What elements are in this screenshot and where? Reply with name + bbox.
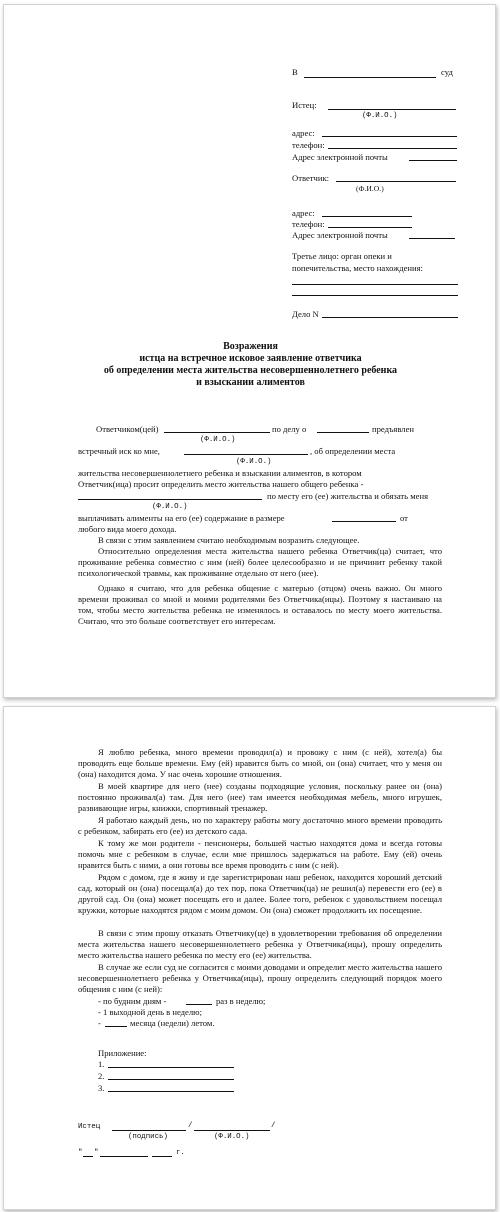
defendant-email-line [409, 238, 455, 239]
defendant-name-line [336, 181, 456, 182]
attachments-label: Приложение: [98, 1048, 147, 1058]
defendant-address-label: адрес: [292, 208, 315, 218]
defendant-phone-line [328, 227, 412, 228]
body-l6b: от [400, 513, 408, 523]
court-prefix: В [292, 67, 298, 77]
plaintiff-address-label: адрес: [292, 128, 315, 138]
body-l5: по месту его (ее) жительства и обязать меня [267, 491, 429, 501]
body-l1a: Ответчиком(цей) [96, 424, 159, 434]
body-paragraph-8: Рядом с домом, где я живу и где зарегистрирован наш ребенок, находится хороший детский сад, который он (она) посещал(а) до тех пор, пока Ответчик(ца) не решил(а) перевести его (ее) в другой сад. Он (она) может посещать его и далее. Более того, ребенок с удовольствием посещал кружки, которые находятся рядом с моим домом. Он (она) сможет продолжить их посещение. [78, 872, 442, 915]
visit-summer-line [105, 1026, 127, 1027]
plaintiff-email-line [409, 160, 457, 161]
defendant-address-line [322, 216, 412, 217]
body-hint3: (Ф.И.О.) [152, 503, 188, 511]
plaintiff-fio-hint: (Ф.И.О.) [362, 112, 398, 120]
body-paragraph-4: Я люблю ребенка, много времени проводил(а) и провожу с ним (с ней), хотел(а) бы проводить еще больше времени. Ему (ей) нравится быть со мной, он (она) считает, что у меня он (она) находится дома. У нас очень хорошие отношения. [78, 747, 442, 779]
body-paragraph-1: В связи с этим заявлением считаю необходимым возразить следующее. [98, 535, 360, 545]
third-party-line2: попечительства, место нахождения: [292, 263, 423, 273]
body-paragraph-2: Относительно определения места жительства нашего ребенка Ответчик(ца) считает, что проживание ребенка совместно с ним (ней) более целесообразно и не причинит ребенку такой психологической травмы, как проживание отдельно от него (нее). [78, 546, 442, 578]
plaintiff-phone-line [328, 148, 457, 149]
plaintiff-fio-line [184, 454, 308, 455]
case-subject-line [317, 432, 369, 433]
child-fio-line [78, 499, 262, 500]
body-l2a: встречный иск ко мне, [78, 446, 160, 456]
body-paragraph-10: В случае же если суд не согласится с моими доводами и определит место жительства нашего несовершеннолетнего ребенка у Ответчика(ицы), прошу определить следующий порядок моего общения с ним (с ней): [78, 962, 442, 994]
document-page-1 [3, 4, 496, 698]
visit-summer-suffix: месяца (недели) летом. [130, 1018, 215, 1028]
visit-weekdays-label: - по будним дням - [98, 996, 167, 1006]
case-number-line [322, 317, 458, 318]
defendant-phone-label: телефон: [292, 219, 325, 229]
body-l1c: предъявлен [372, 424, 415, 434]
signature-hint-fio: (Ф.И.О.) [214, 1133, 250, 1141]
plaintiff-address-line [322, 136, 457, 137]
body-l2b: , об определении места [310, 446, 396, 456]
body-l3: жительства несовершеннолетнего ребенка и взыскании алиментов, в котором [78, 468, 362, 478]
document-title-line-4: и взыскании алиментов [196, 377, 305, 388]
attachment-3-line [108, 1091, 234, 1092]
plaintiff-name-line [328, 109, 456, 110]
date-day-line [83, 1156, 93, 1157]
body-hint2: (Ф.И.О.) [236, 458, 272, 466]
signature-sign-line [112, 1130, 186, 1131]
document-title-line-1: Возражения [223, 341, 278, 352]
attachment-2-number: 2. [98, 1071, 105, 1081]
plaintiff-phone-label: телефон: [292, 140, 325, 150]
attachment-1-number: 1. [98, 1059, 105, 1069]
attachment-3-number: 3. [98, 1083, 105, 1093]
visit-weekdays-line [186, 1004, 212, 1005]
case-label: Дело N [292, 309, 319, 319]
body-paragraph-6: Я работаю каждый день, но по характеру работы могу достаточно много времени проводить с ребенком, забирать его (ее) из детского сада. [78, 815, 442, 836]
defendant-email-label: Адрес электронной почты [292, 230, 388, 240]
plaintiff-email-label: Адрес электронной почты [292, 152, 388, 162]
body-paragraph-7: К тому же мои родители - пенсионеры, большей частью находятся дома и всегда готовы помочь мне с ребенком в случае, если мне пришлось задержаться на работе. Ему (ей) очень нравится быть с ними, а они готовы все время проводить с ним (с ней). [78, 838, 442, 870]
defendant-fio-line [164, 432, 270, 433]
body-paragraph-5: В моей квартире для него (нее) созданы подходящие условия, поскольку ранее он (она) постоянно проживал(а) там. Для него (нее) там имеется необходимая мебель, много игрушек, развивающие игры, книжки, спортивный тренажер. [78, 781, 442, 813]
court-suffix: суд [441, 67, 453, 77]
signature-label: Истец [78, 1123, 101, 1131]
third-party-line-b [292, 295, 458, 296]
visit-weekdays-suffix: раз в неделю; [216, 996, 266, 1006]
signature-hint-sign: (подпись) [128, 1133, 168, 1141]
body-l1b: по делу о [272, 424, 307, 434]
date-year-suffix: г. [176, 1149, 185, 1157]
date-quote-close: " [94, 1149, 99, 1157]
defendant-label: Ответчик: [292, 173, 330, 183]
signature-slash-1: / [188, 1122, 193, 1130]
body-hint1: (Ф.И.О.) [200, 436, 236, 444]
defendant-fio-hint: (Ф.И.О.) [356, 184, 384, 193]
body-l6a: выплачивать алименты на его (ее) содержание в размере [78, 513, 285, 523]
attachment-1-line [108, 1067, 234, 1068]
document-title-line-3: об определении места жительства несовершеннолетнего ребенка [103, 365, 398, 376]
body-paragraph-3: Однако я считаю, что для ребенка общение с матерью (отцом) очень важно. Он много времени проживал со мной и моими родителями без Ответчика(ицы). Поэтому я настаиваю на том, чтобы место жительства ребенка не изменялось и оставалось по месту моего жительства. Считаю, что это больше соответствует его интересам. [78, 583, 442, 626]
signature-slash-2: / [271, 1122, 276, 1130]
document-title-line-2: истца на встречное исковое заявление ответчика [139, 353, 362, 364]
signature-fio-line [194, 1130, 270, 1131]
third-party-line-a [292, 284, 458, 285]
document-page-2 [3, 706, 496, 1210]
body-l4: Ответчик(ица) просит определить место жительства нашего общего ребенка - [78, 479, 364, 489]
alimony-amount-line [332, 521, 396, 522]
date-month-line [100, 1156, 148, 1157]
court-name-line [304, 77, 436, 78]
date-year-line [152, 1156, 172, 1157]
visit-weekend-item: - 1 выходной день в неделю; [98, 1007, 202, 1017]
date-quote-open: " [78, 1149, 83, 1157]
body-paragraph-9: В связи с этим прошу отказать Ответчику(це) в удовлетворении требования об определении места жительства нашего несовершеннолетнего ребенка у Ответчика(ицы), прошу определить место жительства нашего ребенка по месту его (ее) жительства. [78, 928, 442, 960]
third-party-line1: Третье лицо: орган опеки и [292, 251, 392, 261]
attachment-2-line [108, 1079, 234, 1080]
body-l7: любого вида моего дохода. [78, 524, 177, 534]
plaintiff-label: Истец: [292, 100, 317, 110]
visit-summer-prefix: - [98, 1018, 101, 1028]
